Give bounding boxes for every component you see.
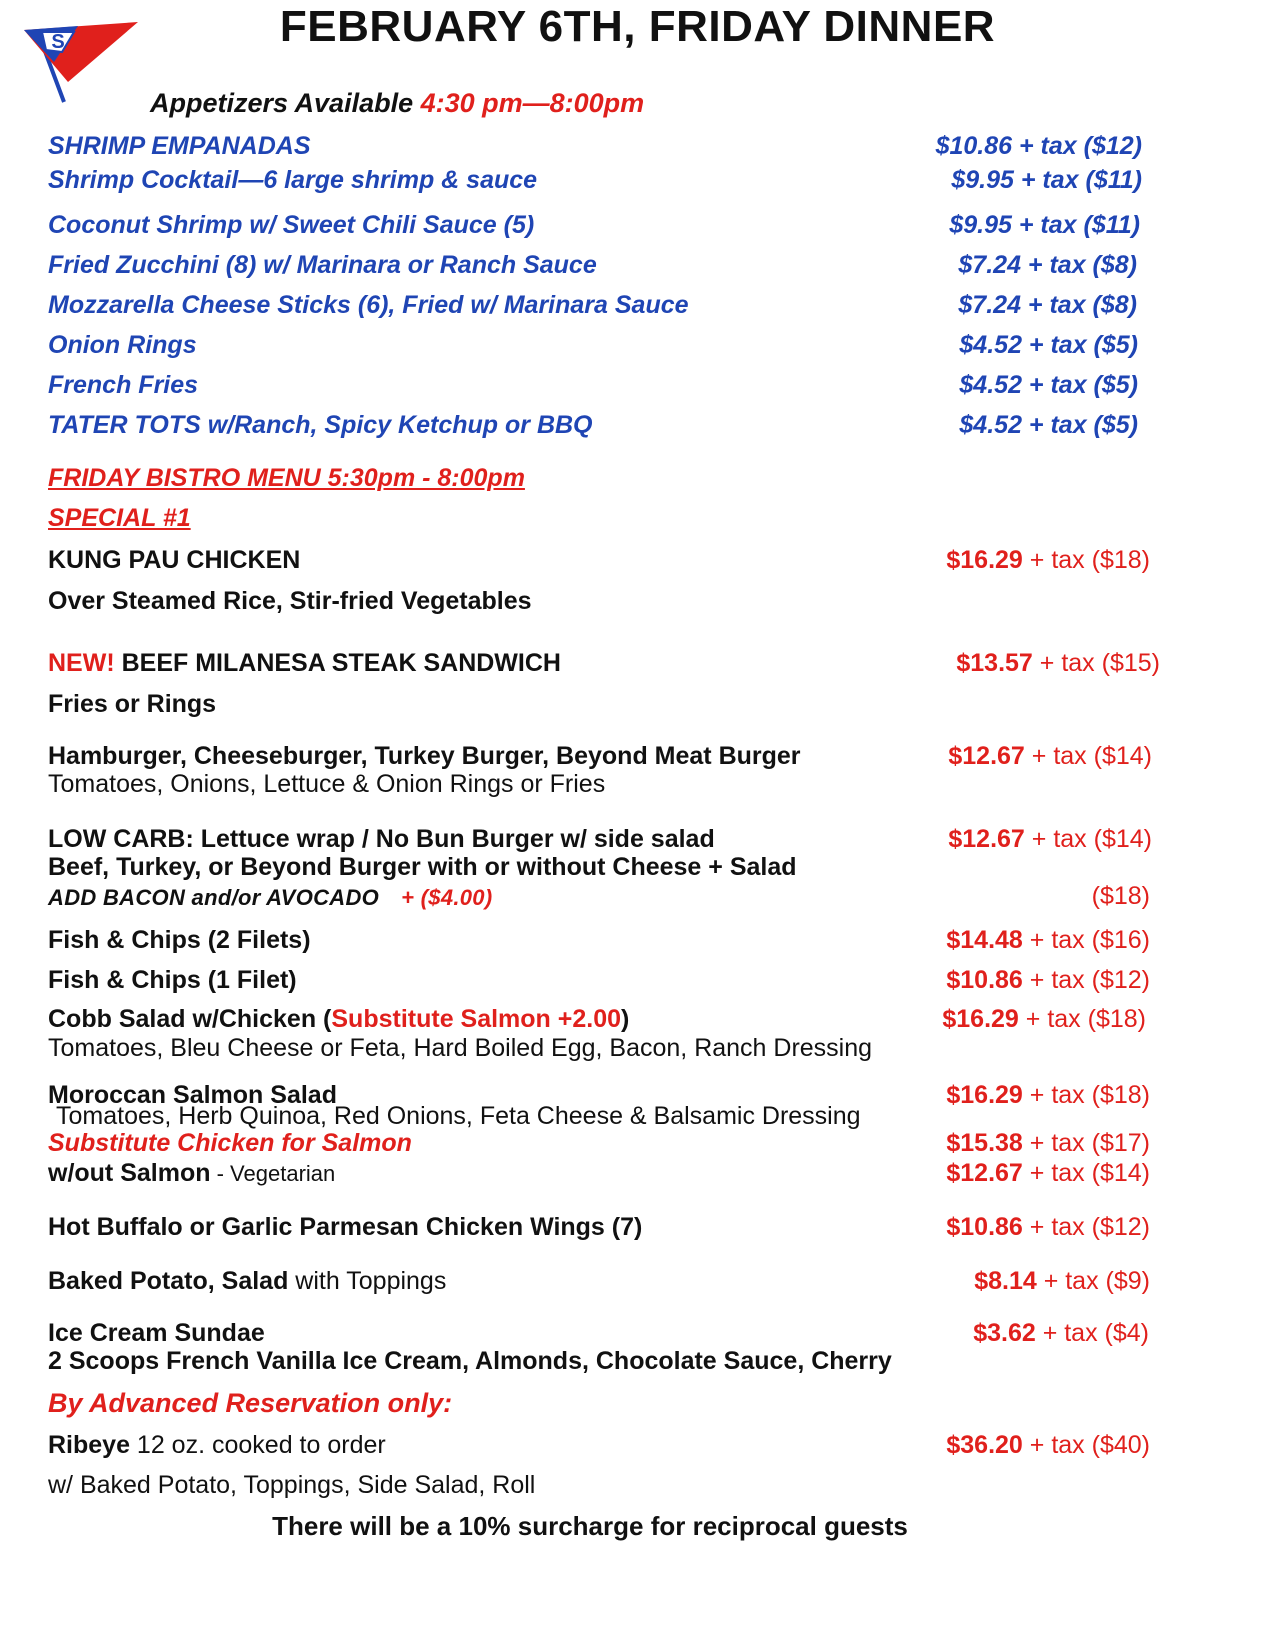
low-carb-desc: Beef, Turkey, or Beyond Burger with or without Cheese + Salad xyxy=(48,853,797,881)
wings-price: $10.86 + tax ($12) xyxy=(946,1213,1150,1241)
cobb-price: $16.29 + tax ($18) xyxy=(942,1005,1146,1033)
wings-name: Hot Buffalo or Garlic Parmesan Chicken Wings (7) xyxy=(48,1213,643,1241)
appetizer-price: $4.52 + tax ($5) xyxy=(959,331,1138,359)
low-carb-name: LOW CARB: Lettuce wrap / No Bun Burger w/ side salad xyxy=(48,825,715,853)
page-title: FEBRUARY 6TH, FRIDAY DINNER xyxy=(279,2,996,51)
appetizers-heading: Appetizers Available 4:30 pm—8:00pm xyxy=(150,88,645,118)
cobb-desc: Tomatoes, Bleu Cheese or Feta, Hard Boiled Egg, Bacon, Ranch Dressing xyxy=(48,1034,873,1062)
appetizer-price: $4.52 + tax ($5) xyxy=(959,411,1138,439)
milanesa-desc: Fries or Rings xyxy=(48,690,217,718)
appetizer-name: Coconut Shrimp w/ Sweet Chili Sauce (5) xyxy=(48,211,535,239)
appetizer-name: Shrimp Cocktail—6 large shrimp & sauce xyxy=(48,166,538,194)
moroccan-price: $16.29 + tax ($18) xyxy=(946,1081,1150,1109)
potato-name: Baked Potato, Salad with Toppings xyxy=(48,1267,447,1295)
appetizers-time: 4:30 pm—8:00pm xyxy=(420,88,645,118)
moroccan-veg: w/out Salmon - Vegetarian xyxy=(48,1159,336,1187)
fish2-price: $14.48 + tax ($16) xyxy=(946,926,1150,954)
ribeye-price: $36.20 + tax ($40) xyxy=(946,1431,1150,1459)
moroccan-name: Moroccan Salmon Salad xyxy=(48,1081,337,1109)
milanesa-price: $13.57 + tax ($15) xyxy=(956,649,1160,677)
fish2-name: Fish & Chips (2 Filets) xyxy=(48,926,311,954)
low-carb-price: $12.67 + tax ($14) xyxy=(948,825,1152,853)
appetizer-price: $7.24 + tax ($8) xyxy=(958,291,1137,319)
bistro-heading: FRIDAY BISTRO MENU 5:30pm - 8:00pm xyxy=(48,464,525,492)
moroccan-sub-price: $15.38 + tax ($17) xyxy=(946,1129,1150,1157)
burger-desc: Tomatoes, Onions, Lettuce & Onion Rings or Fries xyxy=(48,770,606,798)
burger-price: $12.67 + tax ($14) xyxy=(948,742,1152,770)
svg-text:S: S xyxy=(51,31,65,53)
appetizer-price: $4.52 + tax ($5) xyxy=(959,371,1138,399)
milanesa-name: NEW! BEEF MILANESA STEAK SANDWICH xyxy=(48,649,561,677)
ribeye-desc: w/ Baked Potato, Toppings, Side Salad, Roll xyxy=(48,1471,536,1499)
low-carb-addon-total: ($18) xyxy=(1091,882,1150,910)
appetizer-price: $7.24 + tax ($8) xyxy=(958,251,1137,279)
appetizer-name: French Fries xyxy=(48,371,199,399)
fish1-name: Fish & Chips (1 Filet) xyxy=(48,966,297,994)
potato-price: $8.14 + tax ($9) xyxy=(974,1267,1150,1295)
moroccan-desc: Tomatoes, Herb Quinoa, Red Onions, Feta Cheese & Balsamic Dressing xyxy=(56,1102,861,1130)
kung-pau-desc: Over Steamed Rice, Stir-fried Vegetables xyxy=(48,587,532,615)
appetizer-name: SHRIMP EMPANADAS xyxy=(48,132,311,160)
burger-name: Hamburger, Cheeseburger, Turkey Burger, Beyond Meat Burger xyxy=(48,742,801,770)
appetizer-name: Mozzarella Cheese Sticks (6), Fried w/ Marinara Sauce xyxy=(48,291,689,319)
appetizer-name: Onion Rings xyxy=(48,331,197,359)
appetizer-name: TATER TOTS w/Ranch, Spicy Ketchup or BBQ xyxy=(48,411,593,439)
special-heading: SPECIAL #1 xyxy=(48,504,191,532)
sundae-name: Ice Cream Sundae xyxy=(48,1319,265,1347)
appetizer-price: $9.95 + tax ($11) xyxy=(951,166,1142,194)
cobb-name: Cobb Salad w/Chicken (Substitute Salmon +2.00) xyxy=(48,1005,630,1033)
kung-pau-price: $16.29 + tax ($18) xyxy=(946,546,1150,574)
kung-pau-name: KUNG PAU CHICKEN xyxy=(48,546,301,574)
appetizer-price: $10.86 + tax ($12) xyxy=(935,132,1142,160)
fish1-price: $10.86 + tax ($12) xyxy=(946,966,1150,994)
surcharge-notice: There will be a 10% surcharge for reciprocal guests xyxy=(272,1511,908,1541)
moroccan-sub-chicken: Substitute Chicken for Salmon xyxy=(48,1129,412,1157)
appetizer-name: Fried Zucchini (8) w/ Marinara or Ranch Sauce xyxy=(48,251,597,279)
moroccan-veg-price: $12.67 + tax ($14) xyxy=(946,1159,1150,1187)
low-carb-addon: ADD BACON and/or AVOCADO + ($4.00) xyxy=(48,885,493,910)
reservation-heading: By Advanced Reservation only: xyxy=(48,1388,453,1418)
sundae-desc: 2 Scoops French Vanilla Ice Cream, Almonds, Chocolate Sauce, Cherry xyxy=(48,1347,892,1375)
sundae-price: $3.62 + tax ($4) xyxy=(973,1319,1149,1347)
appetizer-price: $9.95 + tax ($11) xyxy=(949,211,1140,239)
ribeye-name: Ribeye 12 oz. cooked to order xyxy=(48,1431,386,1459)
